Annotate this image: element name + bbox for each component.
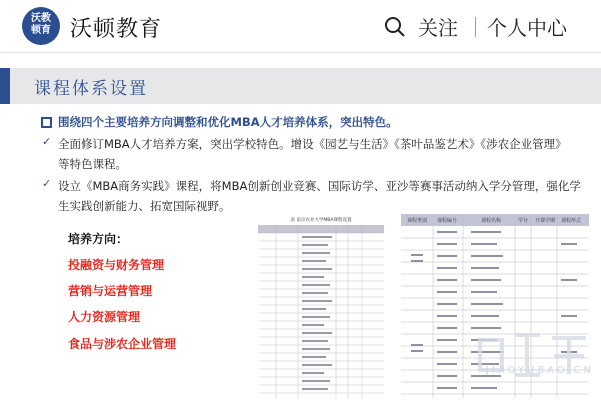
course-table-image — [258, 215, 384, 399]
bullet-practice: 设立《MBA商务实践》课程，将MBA创新创业竞赛、国际访学、亚沙等赛事活动纳入学分管理，强化学生实践创新能力、拓宽国际视野。 — [58, 179, 581, 213]
direction-item: 食品与涉农企业管理 — [68, 337, 177, 351]
table1-title: 表 南京农业大学MBA课程设置 — [290, 218, 352, 223]
table2-header: 学分 — [517, 218, 529, 224]
directions-title: 培养方向： — [68, 232, 129, 246]
slide-title: 课程体系设置 — [34, 79, 148, 99]
check-icon: ✓ — [42, 177, 52, 190]
check-icon: ✓ — [42, 135, 52, 148]
table2-header: 开课学期 — [534, 218, 556, 224]
search-icon[interactable] — [384, 16, 406, 38]
table2-header: 课程编号 — [436, 218, 458, 224]
bullet-revise: 全面修订MBA人才培养方案，突出学校特色。增设《园艺与生活》《茶叶品鉴艺术》《涉农企业管理》等特色课程。 — [58, 137, 567, 171]
direction-item: 营销与运营管理 — [68, 284, 153, 298]
slide-title-bar — [0, 68, 601, 104]
slide-content — [0, 58, 601, 401]
brand-logo[interactable] — [22, 7, 60, 45]
square-bullet-icon — [41, 117, 52, 128]
logo-line1: 沃教 — [31, 13, 51, 24]
table2-header: 课程名称 — [480, 218, 502, 224]
title-accent — [0, 68, 10, 104]
follow-button[interactable]: 关注 — [418, 16, 458, 40]
watermark-text: JIAOYUBAO.CN — [486, 365, 594, 376]
table2-header: 课程形式 — [560, 218, 582, 224]
watermark-logo — [470, 320, 600, 390]
top-header — [0, 0, 601, 53]
bullet-main: 围绕四个主要培养方向调整和优化MBA人才培养体系，突出特色。 — [58, 115, 398, 129]
direction-item: 人力资源管理 — [68, 310, 141, 324]
direction-item: 投融资与财务管理 — [68, 258, 165, 272]
header-divider — [475, 17, 476, 37]
user-center-link[interactable]: 个人中心 — [487, 16, 567, 40]
brand-name[interactable]: 沃顿教育 — [70, 17, 163, 42]
table2-header: 课程类别 — [406, 218, 428, 224]
logo-line2: 顿育 — [31, 25, 51, 36]
